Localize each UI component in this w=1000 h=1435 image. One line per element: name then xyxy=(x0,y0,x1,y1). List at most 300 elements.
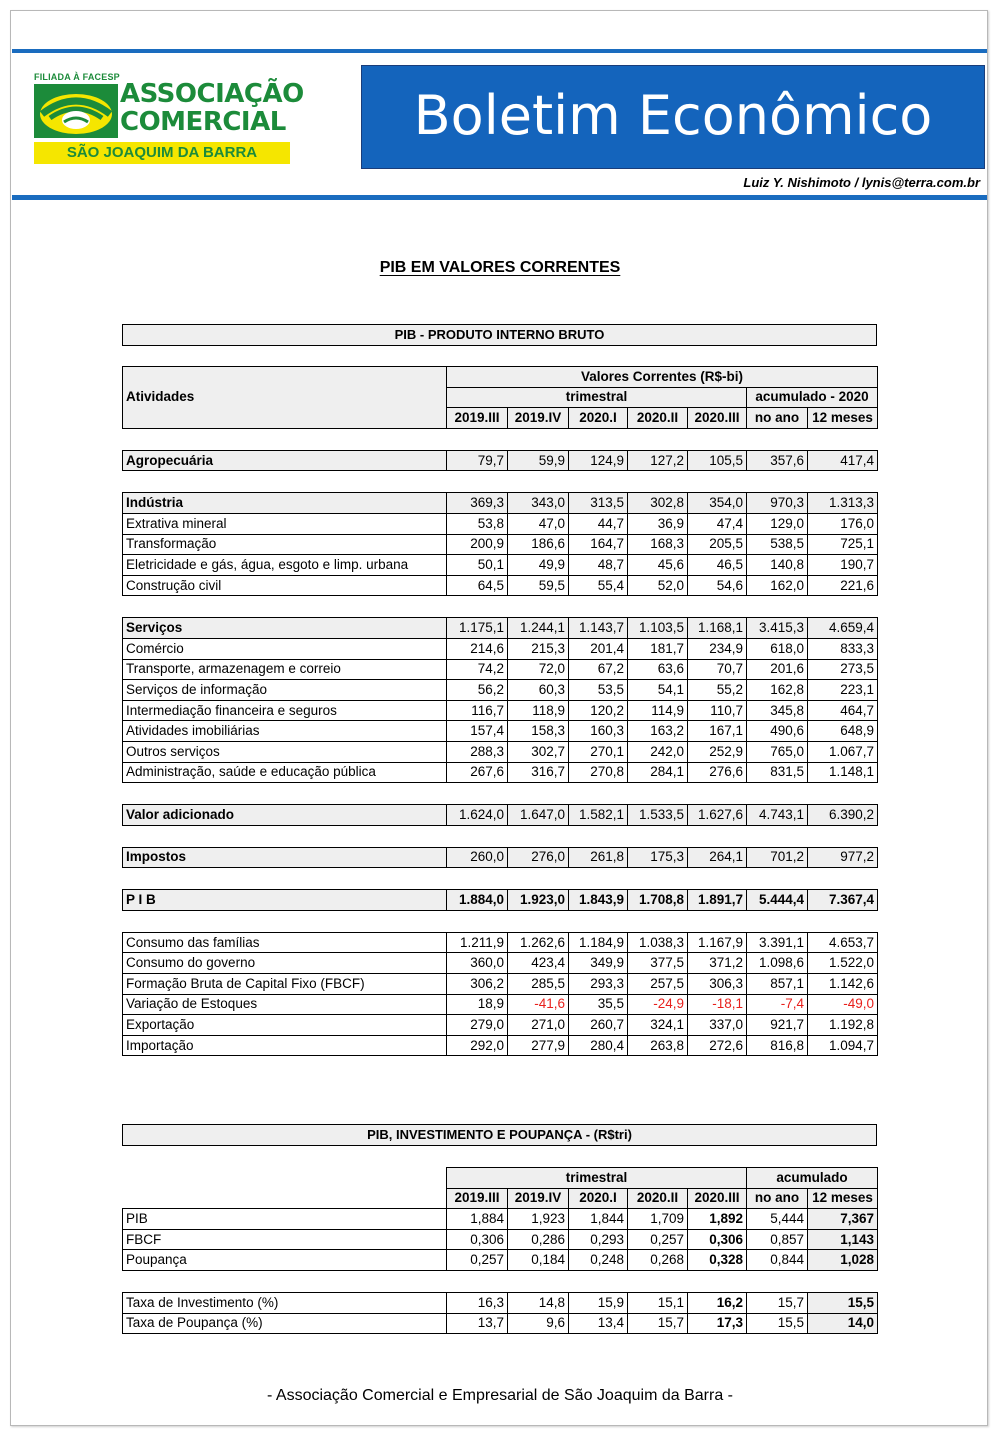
value-cell: 70,7 xyxy=(688,659,747,680)
spacer-cell xyxy=(808,910,878,932)
value-cell: 15,7 xyxy=(628,1313,688,1334)
row-label: Administração, saúde e educação pública xyxy=(123,762,447,783)
value-cell: 354,0 xyxy=(688,493,747,514)
spacer-cell xyxy=(123,910,447,932)
row-label: Atividades imobiliárias xyxy=(123,721,447,742)
value-cell: 970,3 xyxy=(747,493,808,514)
value-cell: 648,9 xyxy=(808,721,878,742)
table-row xyxy=(123,974,878,995)
value-cell: 176,0 xyxy=(808,513,878,534)
value-cell: 276,6 xyxy=(688,762,747,783)
value-cell: 261,8 xyxy=(569,847,628,868)
spacer-cell xyxy=(447,783,508,805)
spacer-cell xyxy=(688,868,747,890)
spacer-cell xyxy=(628,471,688,493)
value-cell: 337,0 xyxy=(688,1015,747,1036)
value-cell: 116,7 xyxy=(447,700,508,721)
value-cell: -49,0 xyxy=(808,994,878,1015)
spacer-cell xyxy=(569,1270,628,1292)
value-cell: 214,6 xyxy=(447,638,508,659)
value-cell: 221,6 xyxy=(808,575,878,596)
value-cell: 15,9 xyxy=(569,1292,628,1313)
value-cell: 464,7 xyxy=(808,700,878,721)
spacer-cell xyxy=(569,825,628,847)
table2-title: PIB, INVESTIMENTO E POUPANÇA - (R$tri) xyxy=(122,1124,877,1146)
value-cell: 306,3 xyxy=(688,974,747,995)
value-cell: 164,7 xyxy=(569,534,628,555)
value-cell: 1,923 xyxy=(508,1209,569,1230)
column-header: 12 meses xyxy=(808,408,878,429)
value-cell: 306,2 xyxy=(447,974,508,995)
value-cell: 35,5 xyxy=(569,994,628,1015)
row-label: Consumo do governo xyxy=(123,953,447,974)
column-header: no ano xyxy=(747,408,808,429)
value-cell: 831,5 xyxy=(747,762,808,783)
value-cell: 490,6 xyxy=(747,721,808,742)
value-cell: 293,3 xyxy=(569,974,628,995)
value-cell: 1.313,3 xyxy=(808,493,878,514)
value-cell: 369,3 xyxy=(447,493,508,514)
spacer-cell xyxy=(569,783,628,805)
value-cell: 36,9 xyxy=(628,513,688,534)
spacer-cell xyxy=(508,783,569,805)
column-header-row xyxy=(123,1188,878,1209)
value-cell: 162,8 xyxy=(747,680,808,701)
value-cell: 260,0 xyxy=(447,847,508,868)
value-cell: 1.244,1 xyxy=(508,618,569,639)
value-cell: 257,5 xyxy=(628,974,688,995)
trimestral-header: trimestral xyxy=(447,387,747,408)
value-cell: 60,3 xyxy=(508,680,569,701)
value-cell: 816,8 xyxy=(747,1035,808,1056)
value-cell: 234,9 xyxy=(688,638,747,659)
value-cell: 4.659,4 xyxy=(808,618,878,639)
value-cell: 1.533,5 xyxy=(628,805,688,826)
value-cell: 3.391,1 xyxy=(747,932,808,953)
spacer-cell xyxy=(123,1270,447,1292)
value-cell: 252,9 xyxy=(688,741,747,762)
value-cell: 0,306 xyxy=(447,1229,508,1250)
value-cell: 67,2 xyxy=(569,659,628,680)
row-label: Taxa de Poupança (%) xyxy=(123,1313,447,1334)
value-cell: 1.103,5 xyxy=(628,618,688,639)
value-cell: 263,8 xyxy=(628,1035,688,1056)
value-cell: 46,5 xyxy=(688,555,747,576)
table-row xyxy=(123,1313,878,1334)
value-cell: 201,6 xyxy=(747,659,808,680)
row-label: Intermediação financeira e seguros xyxy=(123,700,447,721)
value-cell: 725,1 xyxy=(808,534,878,555)
spacer-cell xyxy=(688,910,747,932)
column-header: 2019.IV xyxy=(508,1188,569,1209)
value-cell: 302,7 xyxy=(508,741,569,762)
value-cell: 13,4 xyxy=(569,1313,628,1334)
value-cell: -18,1 xyxy=(688,994,747,1015)
value-cell: 120,2 xyxy=(569,700,628,721)
table2-corner xyxy=(123,1168,447,1189)
table-row xyxy=(123,741,878,762)
value-cell: 360,0 xyxy=(447,953,508,974)
value-cell: 1.142,6 xyxy=(808,974,878,995)
spacer-cell xyxy=(747,868,808,890)
value-cell: 423,4 xyxy=(508,953,569,974)
value-cell: 55,4 xyxy=(569,575,628,596)
spacer-row xyxy=(123,868,878,890)
spacer-cell xyxy=(569,868,628,890)
value-cell: 168,3 xyxy=(628,534,688,555)
value-cell: 285,5 xyxy=(508,974,569,995)
spacer-cell xyxy=(123,783,447,805)
spacer-cell xyxy=(447,1270,508,1292)
spacer-cell xyxy=(628,825,688,847)
row-label: Serviços de informação xyxy=(123,680,447,701)
spacer-cell xyxy=(508,596,569,618)
value-cell: 0,293 xyxy=(569,1229,628,1250)
value-cell: 618,0 xyxy=(747,638,808,659)
row-label: FBCF xyxy=(123,1229,447,1250)
value-cell: 279,0 xyxy=(447,1015,508,1036)
value-cell: 1,892 xyxy=(688,1209,747,1230)
value-cell: 13,7 xyxy=(447,1313,508,1334)
value-cell: 157,4 xyxy=(447,721,508,742)
spacer-cell xyxy=(747,471,808,493)
table-row xyxy=(123,680,878,701)
row-label: Poupança xyxy=(123,1250,447,1271)
value-cell: 371,2 xyxy=(688,953,747,974)
spacer-cell xyxy=(628,783,688,805)
value-cell: 1.262,6 xyxy=(508,932,569,953)
table-row xyxy=(123,555,878,576)
spacer-cell xyxy=(688,825,747,847)
spacer-cell xyxy=(508,868,569,890)
value-cell: 765,0 xyxy=(747,741,808,762)
value-cell: 264,1 xyxy=(688,847,747,868)
spacer-cell xyxy=(123,868,447,890)
column-header: 2019.IV xyxy=(508,408,569,429)
table-row xyxy=(123,1209,878,1230)
value-cell: 59,9 xyxy=(508,450,569,471)
column-header: 2019.III xyxy=(447,1188,508,1209)
value-cell: 0,857 xyxy=(747,1229,808,1250)
logo-affiliation: FILIADA À FACESP xyxy=(34,72,120,82)
value-cell: 16,3 xyxy=(447,1292,508,1313)
spacer-row xyxy=(123,910,878,932)
value-cell: 316,7 xyxy=(508,762,569,783)
spacer-cell xyxy=(569,428,628,450)
value-cell: 201,4 xyxy=(569,638,628,659)
spacer-cell xyxy=(628,910,688,932)
page-title: PIB EM VALORES CORRENTES xyxy=(379,259,621,276)
row-label: Taxa de Investimento (%) xyxy=(123,1292,447,1313)
value-cell: 1.143,7 xyxy=(569,618,628,639)
spacer-cell xyxy=(628,428,688,450)
value-cell: 110,7 xyxy=(688,700,747,721)
value-cell: 186,6 xyxy=(508,534,569,555)
value-cell: 124,9 xyxy=(569,450,628,471)
value-cell: 47,4 xyxy=(688,513,747,534)
spacer-cell xyxy=(808,1270,878,1292)
bulletin-banner: Boletim Econômico xyxy=(361,65,985,169)
value-cell: 200,9 xyxy=(447,534,508,555)
table-row xyxy=(123,700,878,721)
value-cell: -7,4 xyxy=(747,994,808,1015)
row-label: PIB xyxy=(123,1209,447,1230)
value-cell: 215,3 xyxy=(508,638,569,659)
logo-word-associacao: ASSOCIAÇÃO xyxy=(120,79,304,109)
value-cell: 0,844 xyxy=(747,1250,808,1271)
spacer-cell xyxy=(123,428,447,450)
table-row xyxy=(123,534,878,555)
value-cell: 280,4 xyxy=(569,1035,628,1056)
value-cell: 260,7 xyxy=(569,1015,628,1036)
row-label: Comércio xyxy=(123,638,447,659)
value-cell: 15,5 xyxy=(747,1313,808,1334)
logo-city: SÃO JOAQUIM DA BARRA xyxy=(34,142,290,164)
value-cell: 1,844 xyxy=(569,1209,628,1230)
value-cell: 1.067,7 xyxy=(808,741,878,762)
spacer-cell xyxy=(123,825,447,847)
spacer-row xyxy=(123,471,878,493)
spacer-cell xyxy=(808,428,878,450)
value-cell: 118,9 xyxy=(508,700,569,721)
value-cell: 1.843,9 xyxy=(569,890,628,911)
column-header: 2020.I xyxy=(569,408,628,429)
header-bottom-rule xyxy=(12,195,987,200)
row-label: P I B xyxy=(123,890,447,911)
table-row xyxy=(123,1035,878,1056)
row-label: Indústria xyxy=(123,493,447,514)
value-cell: 190,7 xyxy=(808,555,878,576)
spacer-cell xyxy=(569,910,628,932)
value-cell: 0,286 xyxy=(508,1229,569,1250)
value-cell: 17,3 xyxy=(688,1313,747,1334)
value-cell: 3.415,3 xyxy=(747,618,808,639)
value-cell: 273,5 xyxy=(808,659,878,680)
spacer-row xyxy=(123,825,878,847)
value-cell: 205,5 xyxy=(688,534,747,555)
value-cell: 15,5 xyxy=(808,1292,878,1313)
value-cell: 47,0 xyxy=(508,513,569,534)
table-row xyxy=(123,1250,878,1271)
row-label: Valor adicionado xyxy=(123,805,447,826)
spacer-cell xyxy=(688,1270,747,1292)
row-label: Eletricidade e gás, água, esgoto e limp. urbana xyxy=(123,555,447,576)
sun-emblem-icon xyxy=(34,84,118,138)
value-cell: 0,248 xyxy=(569,1250,628,1271)
author-credit: Luiz Y. Nishimoto / lynis@terra.com.br xyxy=(743,175,980,190)
spacer-cell xyxy=(808,825,878,847)
value-cell: 1.038,3 xyxy=(628,932,688,953)
value-cell: 114,9 xyxy=(628,700,688,721)
value-cell: 1,143 xyxy=(808,1229,878,1250)
value-cell: 343,0 xyxy=(508,493,569,514)
value-cell: 129,0 xyxy=(747,513,808,534)
value-cell: 63,6 xyxy=(628,659,688,680)
row-label: Outros serviços xyxy=(123,741,447,762)
spacer-cell xyxy=(747,825,808,847)
table-row xyxy=(123,638,878,659)
value-cell: 0,268 xyxy=(628,1250,688,1271)
spacer-cell xyxy=(688,428,747,450)
value-cell: 313,5 xyxy=(569,493,628,514)
spacer-cell xyxy=(628,1270,688,1292)
table-row xyxy=(123,1015,878,1036)
row-label: Serviços xyxy=(123,618,447,639)
trimestral-header: trimestral xyxy=(447,1168,747,1189)
value-cell: 7,367 xyxy=(808,1209,878,1230)
value-cell: 0,184 xyxy=(508,1250,569,1271)
row-label: Construção civil xyxy=(123,575,447,596)
footer-text: - Associação Comercial e Empresarial de São Joaquim da Barra - xyxy=(267,1387,733,1404)
values-header: Valores Correntes (R$-bi) xyxy=(447,367,878,388)
column-header: 2020.III xyxy=(688,408,747,429)
value-cell: 0,257 xyxy=(447,1250,508,1271)
value-cell: 1.522,0 xyxy=(808,953,878,974)
value-cell: 5,444 xyxy=(747,1209,808,1230)
value-cell: 276,0 xyxy=(508,847,569,868)
value-cell: 921,7 xyxy=(747,1015,808,1036)
spacer-cell xyxy=(123,471,447,493)
value-cell: 9,6 xyxy=(508,1313,569,1334)
value-cell: 64,5 xyxy=(447,575,508,596)
table1-title: PIB - PRODUTO INTERNO BRUTO xyxy=(122,324,877,346)
table-row xyxy=(123,994,878,1015)
value-cell: 55,2 xyxy=(688,680,747,701)
value-cell: 18,9 xyxy=(447,994,508,1015)
value-cell: 14,0 xyxy=(808,1313,878,1334)
table-row xyxy=(123,847,878,868)
row-label: Consumo das famílias xyxy=(123,932,447,953)
association-logo xyxy=(34,72,304,164)
acumulado-header: acumulado - 2020 xyxy=(747,387,878,408)
spacer-cell xyxy=(808,868,878,890)
value-cell: 0,328 xyxy=(688,1250,747,1271)
table-row xyxy=(123,513,878,534)
investment-table xyxy=(122,1167,878,1334)
value-cell: 271,0 xyxy=(508,1015,569,1036)
value-cell: 105,5 xyxy=(688,450,747,471)
value-cell: 1.094,7 xyxy=(808,1035,878,1056)
header-spacer xyxy=(123,1188,447,1209)
value-cell: 267,6 xyxy=(447,762,508,783)
value-cell: 349,9 xyxy=(569,953,628,974)
value-cell: 284,1 xyxy=(628,762,688,783)
value-cell: 140,8 xyxy=(747,555,808,576)
value-cell: 377,5 xyxy=(628,953,688,974)
value-cell: 357,6 xyxy=(747,450,808,471)
spacer-row xyxy=(123,596,878,618)
value-cell: 127,2 xyxy=(628,450,688,471)
value-cell: 324,1 xyxy=(628,1015,688,1036)
value-cell: 977,2 xyxy=(808,847,878,868)
value-cell: 242,0 xyxy=(628,741,688,762)
column-header: 2020.II xyxy=(628,408,688,429)
value-cell: 181,7 xyxy=(628,638,688,659)
table-row xyxy=(123,953,878,974)
spacer-cell xyxy=(508,825,569,847)
spacer-cell xyxy=(808,783,878,805)
row-label: Variação de Estoques xyxy=(123,994,447,1015)
row-label: Transporte, armazenagem e correio xyxy=(123,659,447,680)
value-cell: 223,1 xyxy=(808,680,878,701)
pib-table xyxy=(122,366,878,1056)
table-row xyxy=(123,618,878,639)
value-cell: 6.390,2 xyxy=(808,805,878,826)
spacer-cell xyxy=(628,868,688,890)
table-row xyxy=(123,1292,878,1313)
value-cell: 167,1 xyxy=(688,721,747,742)
value-cell: 1.624,0 xyxy=(447,805,508,826)
row-label: Formação Bruta de Capital Fixo (FBCF) xyxy=(123,974,447,995)
value-cell: 833,3 xyxy=(808,638,878,659)
spacer-cell xyxy=(688,596,747,618)
row-label: Agropecuária xyxy=(123,450,447,471)
spacer-cell xyxy=(688,783,747,805)
value-cell: 52,0 xyxy=(628,575,688,596)
value-cell: 163,2 xyxy=(628,721,688,742)
value-cell: 5.444,4 xyxy=(747,890,808,911)
spacer-cell xyxy=(447,825,508,847)
value-cell: 701,2 xyxy=(747,847,808,868)
column-header: 2020.III xyxy=(688,1188,747,1209)
value-cell: 270,8 xyxy=(569,762,628,783)
value-cell: 50,1 xyxy=(447,555,508,576)
value-cell: 4.653,7 xyxy=(808,932,878,953)
value-cell: 1,884 xyxy=(447,1209,508,1230)
value-cell: 44,7 xyxy=(569,513,628,534)
value-cell: -41,6 xyxy=(508,994,569,1015)
value-cell: 1,028 xyxy=(808,1250,878,1271)
activities-header: Atividades xyxy=(123,367,447,429)
table-row xyxy=(123,890,878,911)
value-cell: 1.184,9 xyxy=(569,932,628,953)
column-header: 2020.II xyxy=(628,1188,688,1209)
table-row xyxy=(123,575,878,596)
value-cell: 270,1 xyxy=(569,741,628,762)
spacer-cell xyxy=(508,471,569,493)
value-cell: 1.148,1 xyxy=(808,762,878,783)
spacer-cell xyxy=(747,783,808,805)
spacer-cell xyxy=(808,596,878,618)
column-header: 12 meses xyxy=(808,1188,878,1209)
value-cell: 59,5 xyxy=(508,575,569,596)
value-cell: 16,2 xyxy=(688,1292,747,1313)
table-row xyxy=(123,805,878,826)
value-cell: 175,3 xyxy=(628,847,688,868)
value-cell: 15,7 xyxy=(747,1292,808,1313)
value-cell: 54,1 xyxy=(628,680,688,701)
value-cell: 15,1 xyxy=(628,1292,688,1313)
value-cell: 538,5 xyxy=(747,534,808,555)
value-cell: 1.884,0 xyxy=(447,890,508,911)
spacer-cell xyxy=(569,596,628,618)
table-row xyxy=(123,659,878,680)
row-label: Impostos xyxy=(123,847,447,868)
value-cell: 1.175,1 xyxy=(447,618,508,639)
table-row xyxy=(123,1229,878,1250)
spacer-row xyxy=(123,783,878,805)
column-header: no ano xyxy=(747,1188,808,1209)
value-cell: 56,2 xyxy=(447,680,508,701)
value-cell: 162,0 xyxy=(747,575,808,596)
value-cell: 1.708,8 xyxy=(628,890,688,911)
spacer-cell xyxy=(447,596,508,618)
spacer-cell xyxy=(447,428,508,450)
value-cell: 1.647,0 xyxy=(508,805,569,826)
spacer-cell xyxy=(123,596,447,618)
value-cell: 417,4 xyxy=(808,450,878,471)
value-cell: 1.923,0 xyxy=(508,890,569,911)
